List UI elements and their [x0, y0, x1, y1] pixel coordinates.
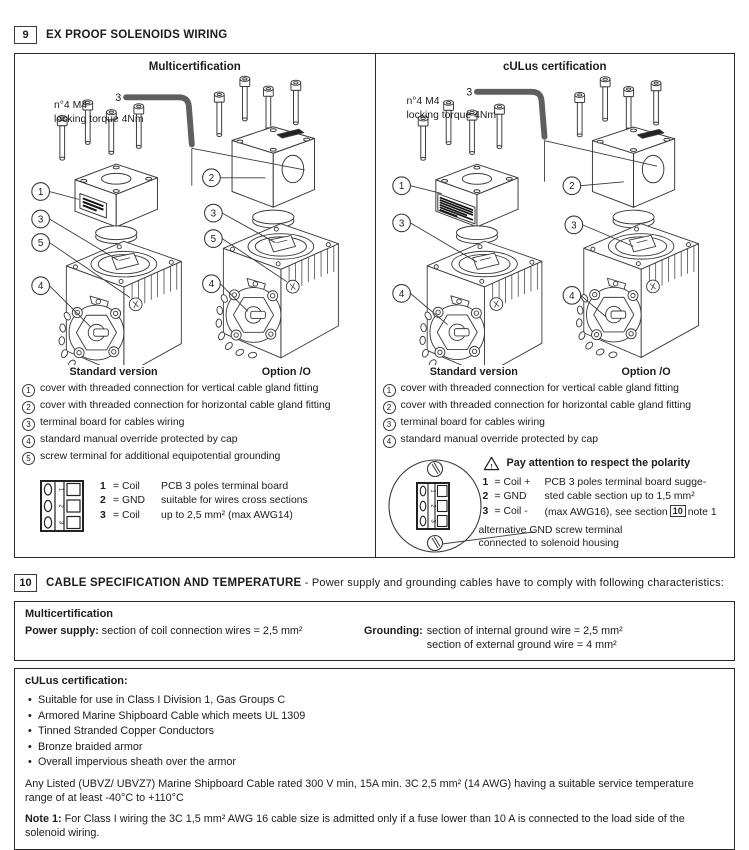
- grounding-spec: [364, 624, 724, 652]
- legend-row: 1 = Coil: [100, 480, 140, 492]
- svg-text:4: 4: [37, 281, 44, 293]
- panel-multicert-title: Multicertification: [148, 61, 241, 73]
- callout-1-cu: [392, 177, 441, 195]
- assembly-standard-cu: [418, 100, 542, 365]
- polarity-title: Pay attention to respect the polarity: [506, 457, 691, 469]
- svg-text:3: 3: [398, 218, 404, 230]
- option-o-label: Option /O: [261, 366, 311, 378]
- version-labels-cu: [383, 366, 728, 378]
- power-supply-spec: [25, 624, 364, 652]
- panel-multicertification: [15, 54, 375, 557]
- cable-rating-paragraph: Any Listed (UBVZ/ UBVZ7) Marine Shipboard Cable rated 300 V min, 15A min. 3C 2,5 mm² (14 AWG) having a suitable service temperature range of at least -40°C to +110°C: [25, 777, 694, 804]
- svg-text:3: 3: [429, 518, 435, 523]
- hexkey-callout-3: 3: [465, 86, 472, 99]
- standard-version-label: Standard version: [69, 366, 158, 378]
- svg-text:2: 2: [208, 173, 215, 185]
- svg-text:4: 4: [208, 279, 215, 291]
- hexkey-callout-3: 3: [115, 92, 122, 105]
- power-supply-label: Power supply:: [25, 625, 99, 637]
- panel-culus-certification: [375, 54, 735, 557]
- multicert-diagram: [22, 73, 368, 365]
- panel-culus-title: cULus certification: [502, 61, 607, 73]
- standard-version-label: Standard version: [429, 366, 518, 378]
- culus-item-list: [383, 383, 728, 448]
- terminal-legend: [100, 480, 145, 524]
- pcb-note: PCB 3 poles terminal board suitable for wires cross sections up to 2,5 mm² (max AWG14): [161, 480, 308, 521]
- list-item: 3 terminal board for cables wiring: [22, 417, 368, 431]
- culus-bullet-list: [25, 693, 724, 771]
- svg-text:3: 3: [37, 214, 44, 226]
- multicert-spec-box: [14, 601, 735, 661]
- list-item: 1 cover with threaded connection for vertical cable gland fitting: [383, 383, 728, 397]
- grounding-label: Grounding:: [364, 625, 423, 637]
- section-9-title: EX PROOF SOLENOIDS WIRING: [46, 29, 228, 41]
- bullet-item: • Suitable for use in Class I Division 1, Gas Groups C: [25, 693, 724, 709]
- callout-1-mc: [32, 183, 79, 201]
- section-10: [14, 574, 735, 850]
- polarity-row-2: 2 = GND sted cable section up to 1,5 mm²: [482, 491, 695, 502]
- section-10-number: 10: [14, 574, 37, 592]
- assembly-standard-mc: [57, 100, 181, 365]
- polarity-rows: [483, 476, 717, 521]
- multicert-spec-row: [25, 624, 724, 652]
- bullet-item: • Armored Marine Shipboard Cable which meets UL 1309: [25, 709, 724, 725]
- svg-text:5: 5: [210, 234, 217, 246]
- section-9-box: [14, 53, 735, 558]
- svg-text:3: 3: [210, 208, 217, 220]
- svg-text:1: 1: [398, 181, 404, 193]
- screw-note-mc: n°4 M4 locking torque 4Nm: [54, 100, 144, 125]
- polarity-block: [383, 454, 728, 576]
- section-10-header: [14, 574, 735, 592]
- svg-text:1: 1: [37, 186, 44, 198]
- svg-text:5: 5: [37, 237, 44, 249]
- screw-note-cu: n°4 M4 locking torque 4Nm: [406, 96, 497, 121]
- svg-text:4: 4: [568, 290, 575, 302]
- section-9-header: [14, 26, 735, 44]
- svg-text:2: 2: [429, 503, 435, 508]
- svg-text:4: 4: [398, 288, 404, 300]
- bullet-item: • Bronze braided armor: [25, 740, 724, 756]
- list-item: 1 cover with threaded connection for vertical cable gland fitting: [22, 383, 368, 397]
- list-item: 4 standard manual override protected by cap: [22, 434, 368, 448]
- bullet-item: • Tinned Stranded Copper Conductors: [25, 724, 724, 740]
- multicert-item-list: [22, 383, 368, 465]
- bullet-item: • Overall impervious sheath over the armor: [25, 755, 724, 771]
- list-item: 2 cover with threaded connection for horizontal cable gland fitting: [383, 400, 728, 414]
- list-item: 2 cover with threaded connection for horizontal cable gland fitting: [22, 400, 368, 414]
- section-10-title: CABLE SPECIFICATION AND TEMPERATURE - Power supply and grounding cables have to comply with following characteristics:: [46, 577, 725, 589]
- section-10-subtitle: - Power supply and grounding cables have to comply with following characteristics:: [304, 577, 725, 589]
- svg-text:3: 3: [57, 520, 64, 524]
- legend-row: 3 = Coil: [100, 509, 140, 521]
- svg-text:1: 1: [57, 487, 64, 491]
- section-10-ref-box: 10: [670, 505, 686, 517]
- assembly-option-mc: [214, 76, 338, 358]
- culus-diagram: [383, 73, 728, 365]
- terminal-legend-block: [22, 480, 368, 532]
- legend-row: 2 = GND: [100, 495, 146, 506]
- culus-spec-title: cULus certification:: [25, 675, 128, 687]
- svg-text:2: 2: [57, 503, 64, 508]
- list-item: 4 standard manual override protected by cap: [383, 434, 728, 448]
- polarity-row-1: 1 = Coil + PCB 3 poles terminal board sugge-: [482, 476, 707, 488]
- list-item: 5 screw terminal for additional equipotential grounding: [22, 451, 368, 465]
- svg-text:2: 2: [568, 181, 575, 193]
- culus-spec-box: [14, 668, 735, 850]
- assembly-option-cu: [574, 77, 698, 358]
- grounding-text: section of internal ground wire = 2,5 mm² section of external ground wire = 4 mm²: [426, 625, 623, 651]
- list-item: 3 terminal board for cables wiring: [383, 417, 728, 431]
- section-9-number: 9: [14, 26, 37, 44]
- note-1-paragraph: [25, 812, 724, 841]
- alternative-gnd-note: alternative GND screw terminal connected to solenoid housing: [478, 524, 623, 549]
- option-o-label: Option /O: [621, 366, 671, 378]
- note-1-text: For Class I wiring the 3C 1,5 mm² AWG 16 cable size is admitted only if a fuse lower than 10 A is connected to the load side of the solenoid wiring.: [25, 812, 685, 839]
- multicert-spec-title: Multicertification: [25, 608, 114, 620]
- svg-text:!: !: [489, 462, 493, 470]
- version-labels-mc: [22, 366, 368, 378]
- power-supply-text: section of coil connection wires = 2,5 mm²: [101, 625, 303, 637]
- svg-text:1: 1: [429, 488, 435, 493]
- polarity-row-3-note: (max AWG16), see section 10 note 1: [544, 505, 717, 518]
- polarity-row-3: 3 = Coil - (max AWG16), see section 10 note 1: [483, 505, 717, 521]
- svg-text:3: 3: [570, 220, 577, 232]
- note-1-label: Note 1:: [25, 812, 62, 825]
- terminal-board-icon: [40, 480, 84, 532]
